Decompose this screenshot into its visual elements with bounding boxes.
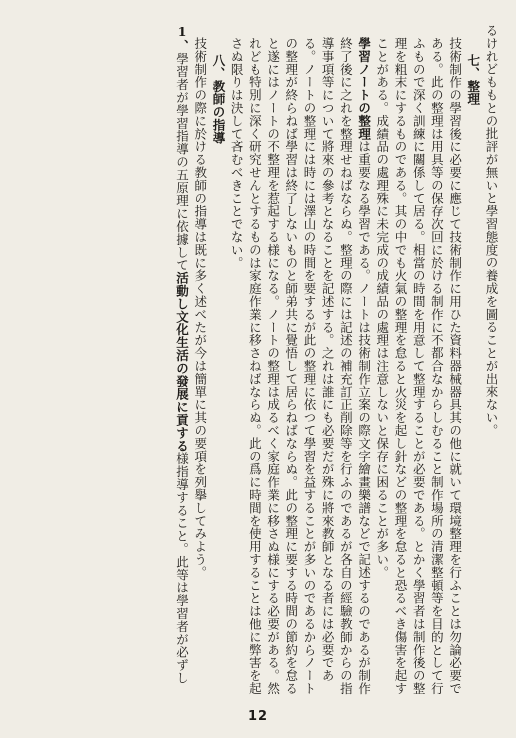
paragraph-environment-cleanup: 技術制作の學習後に必要に應じて技術制作に用ひた資料器械器具其の他に就いて環境整理を行ふことは勿論必要である。此の整理は用具等の保存次回に於ける制作に不都合なからしむること制作場所の清潔整頓等を目的として行ふもので深く訓練に關係して居る。相當の時間を用意して整理することが必要である。とかく學習者は制作後の整理を粗末にするものである。其の中でも火氣の整理を怠ると火災を起し針などの整理を怠ると恐るべき傷害を起すことがある。成績品の處理殊に未完成の成績品の處理は注意しないと保存に困ることが多い。 xyxy=(374,36,463,695)
paragraph-notebook-body: は重要なる學習である。ノートは技術制作立案の際文字繪畫樂譜などで記述するのであるが制作終了後に之れを整理せねばならぬ。整理の際には記述の補充訂正削除等を行ふのであるが各自の經驗教師からの指導事項等について將來の參考となることを記述する。之れは誰にも必要だが殊に將來教師となる者には必要である。ノートの整理には時には澤山の時間を要するが此の整理に依つて學習を益することが多いのであるからノートの整理が終らねば學習は終了しないものと師弟共に覺悟して居らねばならぬ。此の整理に要する時間の節約を怠ると遂にはノートの不整理を惹起する様になる。ノートの整理は成るべく家庭作業に移さぬ様にする必要がある。然れども特別に深く研究せんとするものは家庭作業に移さねばならぬ。此の爲に時間を使用することは他に弊害を起さぬ限りは決して吝むべきことでない。 xyxy=(229,36,372,695)
page-number: 12 xyxy=(247,709,269,724)
section-heading-seiri: 七、整理 xyxy=(465,54,481,106)
paragraph-continuation: るけれどももとの批評が無いと學習態度の養成を圖ることが出來ない。 xyxy=(484,24,499,437)
list-number-1: 1、 xyxy=(174,24,190,53)
list-item-1-bold: 活動し文化生活の發展に貢する xyxy=(174,271,190,453)
vertical-text-block xyxy=(14,24,500,704)
paragraph-teacher-intro: 技術制作の際に於ける教師の指導は既に多く述べたが今は簡單に其の要項を列擧してみよう。 xyxy=(192,36,208,579)
section-heading-teacher-guidance: 八、教師の指導 xyxy=(210,54,226,145)
list-item-1 xyxy=(172,24,190,704)
list-item-1-text-b: 様指導すること。此等は學習者が必ずし xyxy=(174,452,190,685)
list-item-1-text-a: 學習者が學習指導の五原理に依據して xyxy=(174,52,190,272)
paragraph-notebook-organization xyxy=(227,24,373,704)
bold-term-notebook: 學習ノートの整理 xyxy=(356,36,372,140)
